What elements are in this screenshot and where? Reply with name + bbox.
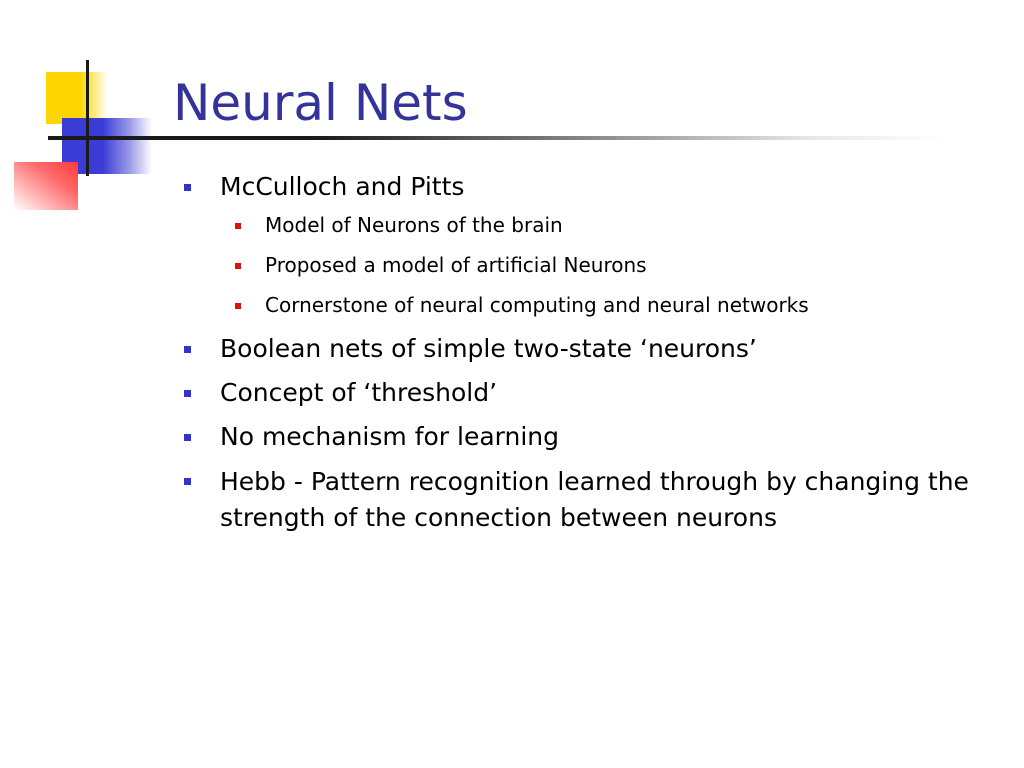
bullet-item-mcculloch [184, 170, 984, 318]
square-bullet-icon [235, 263, 241, 269]
sub-bullet-text: Cornerstone of neural computing and neural networks [265, 293, 809, 317]
square-bullet-icon [184, 346, 191, 353]
slide-title: Neural Nets [173, 74, 468, 132]
bullet-list [184, 170, 984, 550]
sub-bullet-text: Model of Neurons of the brain [265, 213, 563, 237]
bullet-text: Boolean nets of simple two-state ‘neurons’ [220, 334, 757, 363]
sub-bullet-item [184, 252, 984, 278]
sub-bullet-item [184, 292, 984, 318]
bullet-item-threshold [184, 376, 984, 410]
bullet-item-no-learning [184, 420, 984, 454]
decor-yellow-square [46, 72, 108, 124]
bullet-text: McCulloch and Pitts [220, 172, 465, 201]
square-bullet-icon [184, 184, 191, 191]
decor-title-underline [48, 136, 948, 140]
square-bullet-icon [184, 390, 191, 397]
sub-bullet-list [220, 212, 984, 318]
decor-red-square [14, 162, 78, 210]
bullet-text: Hebb - Pattern recognition learned through by changing the strength of the connection between neurons [220, 467, 969, 532]
square-bullet-icon [184, 478, 191, 485]
bullet-item-boolean-nets [184, 332, 984, 366]
square-bullet-icon [184, 434, 191, 441]
square-bullet-icon [235, 223, 241, 229]
sub-bullet-text: Proposed a model of artificial Neurons [265, 253, 647, 277]
square-bullet-icon [235, 303, 241, 309]
bullet-text: No mechanism for learning [220, 422, 560, 451]
decor-vertical-line [86, 60, 89, 176]
bullet-text: Concept of ‘threshold’ [220, 378, 498, 407]
sub-bullet-item [184, 212, 984, 238]
bullet-item-hebb [184, 464, 984, 536]
